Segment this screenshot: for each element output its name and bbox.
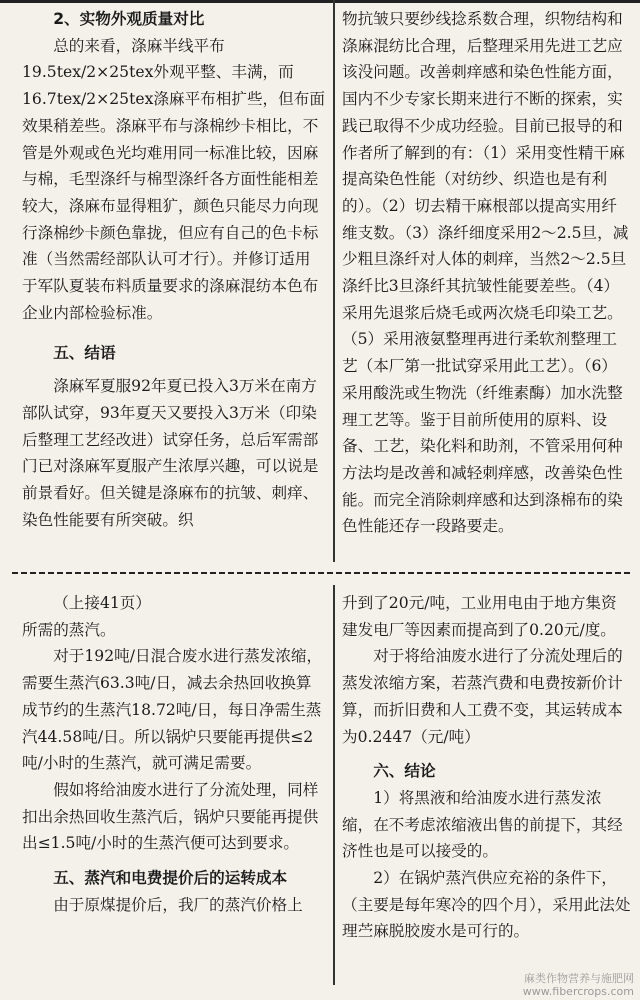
- column-divider-lower: [333, 585, 335, 985]
- top-rule: [0, 0, 640, 3]
- paragraph-steam-needed: 所需的蒸汽。: [22, 620, 116, 639]
- paragraph-split-treatment: 假如将给油废水进行了分流处理，同样扣出余热回收生蒸汽后，锅炉只要能再提供出≤1.5吨/小时的生蒸汽便可达到要求。: [22, 780, 319, 853]
- paragraph-operating-cost-result: 对于将给油废水进行了分流处理后的蒸发浓缩方案，若蒸汽费和电费按新价计算，而折旧费和人工费不变，其运转成本为0.2447（元/吨）: [342, 647, 623, 746]
- paragraph-finding-2: 2）在锅炉蒸汽供应充裕的条件下，（主要是每年寒冷的四个月），采用此法处理苎麻脱胶废水是可行的。: [342, 869, 631, 941]
- paragraph-improvement-methods: 物抗皱只要纱线捻系数合理，织物结构和涤麻混纺比合理，后整理采用先进工艺应该没问题。改善刺痒感和染色性能方面，国内不少专家长期来进行不断的探索，实践已取得不少成功经验。目前已报导的和作者所了解到的有：（1）采用变性精干麻提高染色性能（对纺纱、织造也是有利的）。（2）切去精干麻根部以提高实用纤维支数。（3）涤纤细度采用2～2.5旦，减少粗旦涤纤对人体的刺痒，当然2～2.5旦涤纤比3旦涤纤其抗皱性能要差些。（4）采用先退浆后烧毛或两次烧毛印染工艺。（5）采用液氨整理再进行柔软剂整理工艺（本厂第一批试穿采用此工艺）。（6）采用酸洗或生物洗（纤维素酶）加水洗整理工艺等。鉴于目前所使用的原料、设备、工艺，染化料和助剂，不管采用何种方法均是改善和减轻刺痒感，改善染色性能。而完全消除刺痒感和达到涤棉布的染色性能还存一段路要走。: [342, 10, 629, 536]
- column-divider-upper: [333, 0, 335, 562]
- upper-left-column: [22, 6, 325, 533]
- section-separator: [12, 572, 632, 574]
- section-heading-operating-cost: 五、蒸汽和电费提价后的运转成本: [53, 869, 288, 888]
- section-heading-appearance: 2、实物外观质量对比: [53, 10, 205, 28]
- site-watermark: [523, 972, 634, 998]
- paragraph-finding-1: 1）将黑液和给油废水进行蒸发浓缩，在不考虑浓缩液出售的前提下，其经济性也是可以接受的。: [342, 788, 623, 861]
- section-heading-findings: 六、结论: [373, 762, 436, 781]
- upper-right-column: [342, 6, 632, 540]
- lower-left-column: [22, 590, 325, 918]
- paragraph-conclusion: 涤麻军夏服92年夏已投入3万米在南方部队试穿，93年夏天又要投入3万米（印染后整理工艺经改进）试穿任务，总后军需部门已对涤麻军夏服产生浓厚兴趣，可以说是前景看好。但关键是涤麻布的抗皱、刺痒、染色性能要有所突破。织: [22, 377, 319, 529]
- paragraph-steam-price: 升到了20元/吨，工业用电由于地方集资建发电厂等因素而提高到了0.20元/度。: [342, 594, 617, 639]
- paragraph-appearance: 总的来看，涤麻半线平布19.5tex/2×25tex外观平整、丰满，而16.7tex/2×25tex涤麻平布相扩些，但布面效果稍差些。涤麻平布与涤棉纱卡相比，不管是外观或色光均难用同一标准比较，因麻与棉，毛型涤纤与棉型涤纤各方面性能相差较大，涤麻布显得粗犷，颜色只能尽力向现行涤棉纱卡颜色靠拢，但应有自己的色卡标准（当然需经部队认可才行）。并修订适用于军队夏装布料质量要求的涤麻混纺本色布企业内部检验标准。: [22, 36, 325, 322]
- lower-right-column: [342, 590, 632, 945]
- paragraph-evaporation-steam: 对于192吨/日混合废水进行蒸发浓缩，需要生蒸汽63.3吨/日，减去余热回收换算成节约的生蒸汽18.72吨/日，每日净需生蒸汽44.58吨/日。所以锅炉只要能再提供≤2吨/小时的生蒸汽，就可满足需要。: [22, 647, 323, 773]
- continued-from-note: （上接41页）: [53, 594, 151, 612]
- watermark-line-2: www.fibercrops.com: [522, 985, 634, 998]
- watermark-line-1: 麻类作物营养与施肥网: [524, 972, 634, 985]
- paragraph-coal-price: 由于原煤提价后，我厂的蒸汽价格上: [53, 895, 303, 914]
- section-heading-conclusion: 五、结语: [53, 344, 116, 363]
